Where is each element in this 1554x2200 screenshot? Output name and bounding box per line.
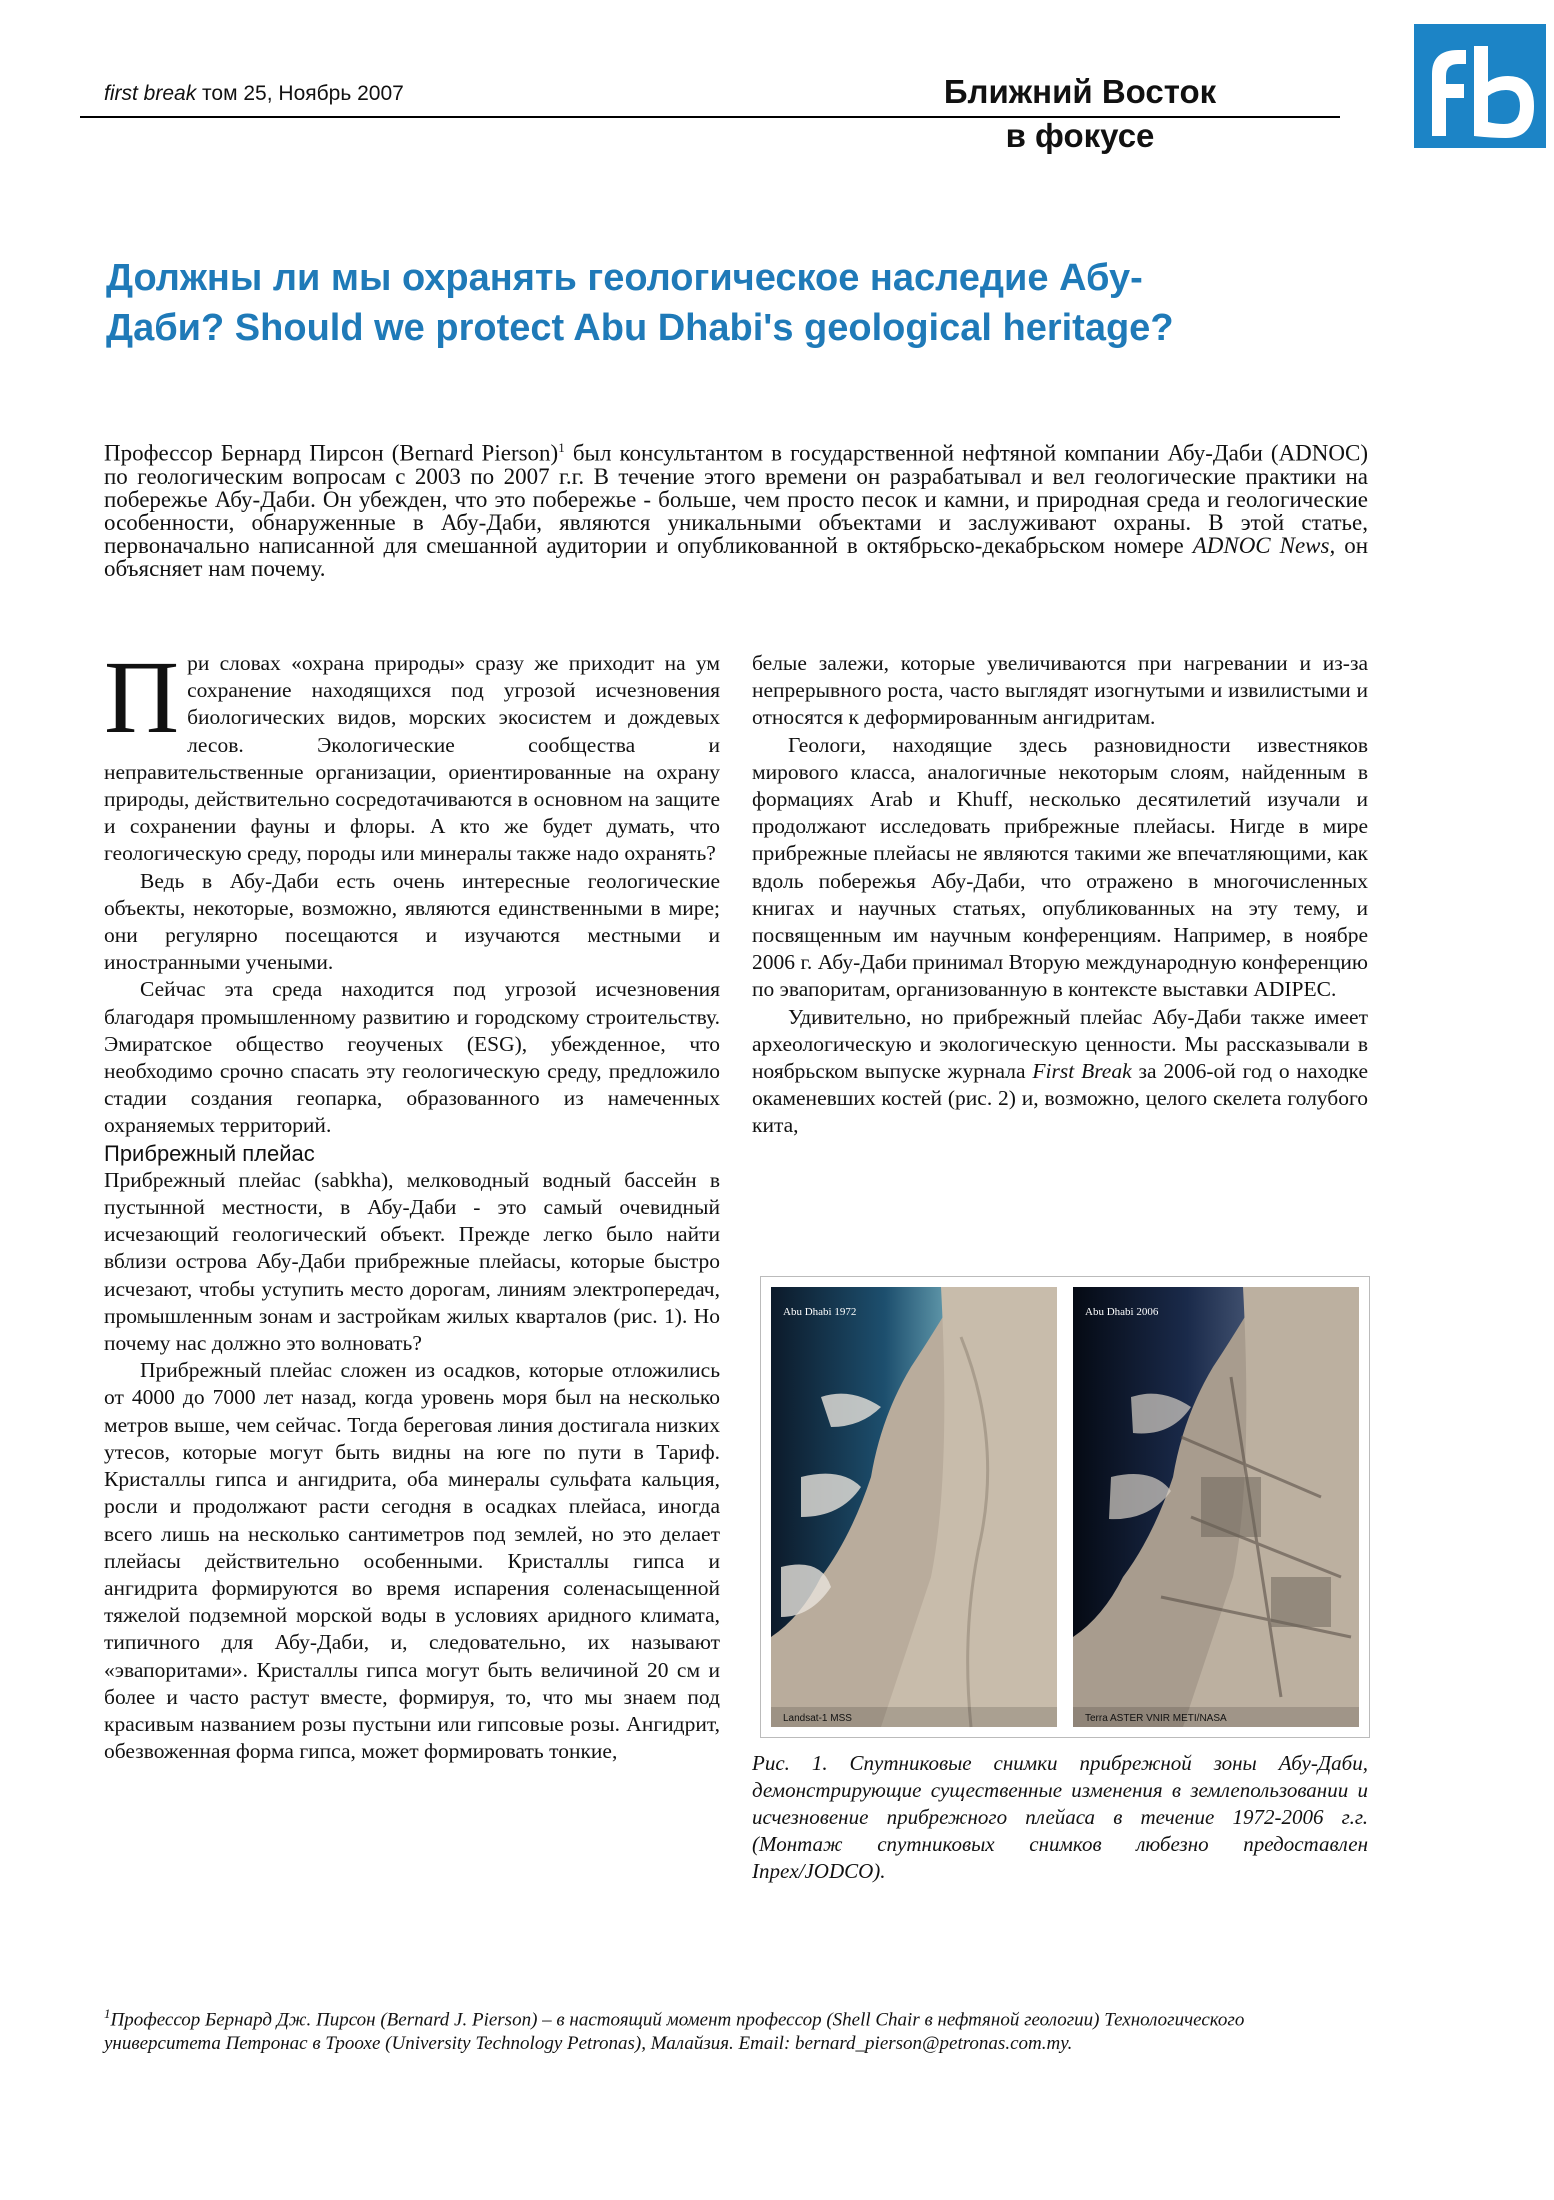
figure-satellite-images: [760, 1276, 1370, 1738]
fb-logo-icon: [1392, 24, 1546, 148]
article-title: Должны ли мы охранять геологическое наследие Абу-Даби? Should we protect Abu Dhabi's geological heritage?: [106, 257, 1174, 349]
section-title-line2: в фокусе: [1005, 117, 1155, 154]
footnote: [104, 2002, 1344, 2056]
lead-source: ADNOC News,: [1192, 532, 1336, 558]
lead-footnote-mark: 1: [558, 440, 565, 455]
section-title-line1: Ближний Восток: [943, 73, 1217, 110]
footnote-mark: 1: [104, 2006, 111, 2021]
journal-issue: том 25, Ноябрь 2007: [202, 82, 404, 105]
paragraph: [104, 640, 720, 868]
lead-part1: Профессор Бернард Пирсон (Bernard Pierson): [104, 440, 559, 466]
paragraph: Ведь в Абу-Даби есть очень интересные геологические объекты, некоторые, возможно, являются единственными в мире; они регулярно посещаются и изучаются местными и иностранными учеными.: [104, 868, 720, 975]
image-label-1972: Abu Dhabi 1972: [783, 1306, 857, 1318]
right-column: [752, 650, 1368, 1140]
left-column: [104, 640, 720, 1765]
paragraph: Прибрежный плейас (sabkha), мелководный водный бассейн в пустынной местности, в Абу-Даби - это самый очевидный исчезающий геологический объект. Прежде легко было найти вблизи острова Абу-Даби прибрежные плейасы, которые быстро исчезают, чтобы уступить место дорогам, линиям электропередач, промышленным зонам и застройкам жилых кварталов (рис. 1). Но почему нас должно это волновать?: [104, 1167, 720, 1356]
paragraph: Прибрежный плейас сложен из осадков, которые отложились от 4000 до 7000 лет назад, когда уровень моря был на несколько метров выше, чем сейчас. Тогда береговая линия достигала низких утесов, которые могут быть видны на юге по пути в Тариф. Кристаллы гипса и ангидрита, оба минералы сульфата кальция, росли и продолжают расти сегодня в осадках плейаса, иногда всего лишь на несколько сантиметров под землей, но это делает плейасы действительно особенными. Кристаллы гипса и ангидрита формируются во время испарения соленасыщенной тяжелой подземной морской воды в условиях аридного климата, типичного для Абу-Даби, и, следовательно, их называют «эвапоритами». Кристаллы гипса могут быть величиной 20 см и более и часто растут вместе, формируя, то, что мы знаем под красивым названием розы пустыни или гипсовые розы. Ангидрит, обезвоженная форма гипса, может формировать тонкие,: [104, 1358, 720, 1764]
footnote-text: Профессор Бернард Дж. Пирсон (Bernard J. Pierson) – в настоящий момент профессор (Shell Chair в нефтяной геологии) Технологического университета Петронас в Троохе (University Technology Petronas), Малайзия. Email: bernard_pierson@petronas.com.my.: [104, 2009, 1245, 2055]
section-title: [880, 70, 1280, 158]
paragraph: белые залежи, которые увеличиваются при нагревании и из-за непрерывного роста, часто выглядят изогнутыми и извилистыми и относятся к деформированным ангидритам.: [752, 651, 1368, 730]
journal-name: first break: [104, 82, 197, 105]
section-subheading: Прибрежный плейас: [104, 1140, 315, 1166]
paragraph: [752, 1004, 1368, 1140]
satellite-image-pair: [761, 1277, 1369, 1737]
paragraph: Геологи, находящие здесь разновидности известняков мирового класса, аналогичные некоторым слоям, найденным в формациях Arab и Khuff, несколько десятилетий изучали и продолжают исследовать прибрежные плейасы. Нигде в мире прибрежные плейасы не являются такими же впечатляющими, как вдоль побережья Абу-Даби, что отражено в многочисленных книгах и научных статьях, опубликованных на эту тему, и посвященным им научным конференциям. Например, в ноябре 2006 г. Абу-Даби принимал Вторую международную конференцию по эвапоритам, организованную в контексте выставки ADIPEC.: [752, 732, 1368, 1002]
paragraph-text: за 2006-ой год о находке окаменевших костей (рис. 2) и, возможно, целого скелета голубого кита,: [752, 1059, 1368, 1138]
paragraph-text: ри словах «охрана природы» сразу же приходит на ум сохранение находящихся под угрозой исчезновения биологических видов, морских экосистем и дождевых лесов. Экологические сообщества и неправительственные организации, ориентированные на охрану природы, действительно сосредотачиваются в основном на защите и сохранении фауны и флоры. А кто же будет думать, что геологическую среду, породы или минералы также надо охранять?: [104, 651, 720, 866]
paragraph-text: Удивительно, но прибрежный плейас Абу-Даби также имеет археологическую и экологическую ценности. Мы рассказывали в ноябрьском выпуске журнала: [752, 1004, 1368, 1084]
journal-header: [104, 82, 404, 106]
image-footer-2006: Terra ASTER VNIR METI/NASA: [1085, 1713, 1227, 1724]
paragraph: Сейчас эта среда находится под угрозой исчезновения благодаря промышленному развитию и городскому строительству. Эмиратское общество геоученых (ESG), убежденное, что необходимо срочно спасать эту геологическую среду, предложило стадии создания геопарка, образованного из намеченных охраняемых территорий.: [104, 977, 720, 1138]
fb-logo: [1392, 24, 1546, 148]
satellite-image-1972: [771, 1287, 1057, 1727]
lead-part2: был консультантом в государственной нефтяной компании Абу-Даби (ADNOC) по геологическим вопросам с 2003 по 2007 г.г. В течение этого времени он разрабатывал и вел геологические практики на побережье Абу-Даби. Он убежден, что это побережье - больше, чем просто песок и камни, и природная среда и геологические особенности, обнаруженные в Абу-Даби, являются уникальными объектами и заслуживают охраны. В этой статье, первоначально написанной для смешанной аудитории и опубликованной в октябрьско-декабрьском номере: [104, 440, 1369, 558]
drop-cap: П: [104, 640, 180, 755]
image-footer-1972: Landsat-1 MSS: [783, 1713, 852, 1724]
lead-part3: он объясняет нам почему.: [104, 532, 1369, 581]
figure-caption: Рис. 1. Спутниковые снимки прибрежной зоны Абу-Даби, демонстрирующие существенные изменения в землепользовании и исчезновение прибрежного плейаса в течение 1972-2006 г.г. (Монтаж спутниковых снимков любезно предоставлен Inpex/JODCO).: [752, 1751, 1368, 1883]
article-lead: [104, 436, 1368, 580]
image-label-2006: Abu Dhabi 2006: [1085, 1306, 1159, 1318]
satellite-image-2006: [1073, 1287, 1359, 1727]
journal-reference: First Break: [1032, 1059, 1132, 1084]
